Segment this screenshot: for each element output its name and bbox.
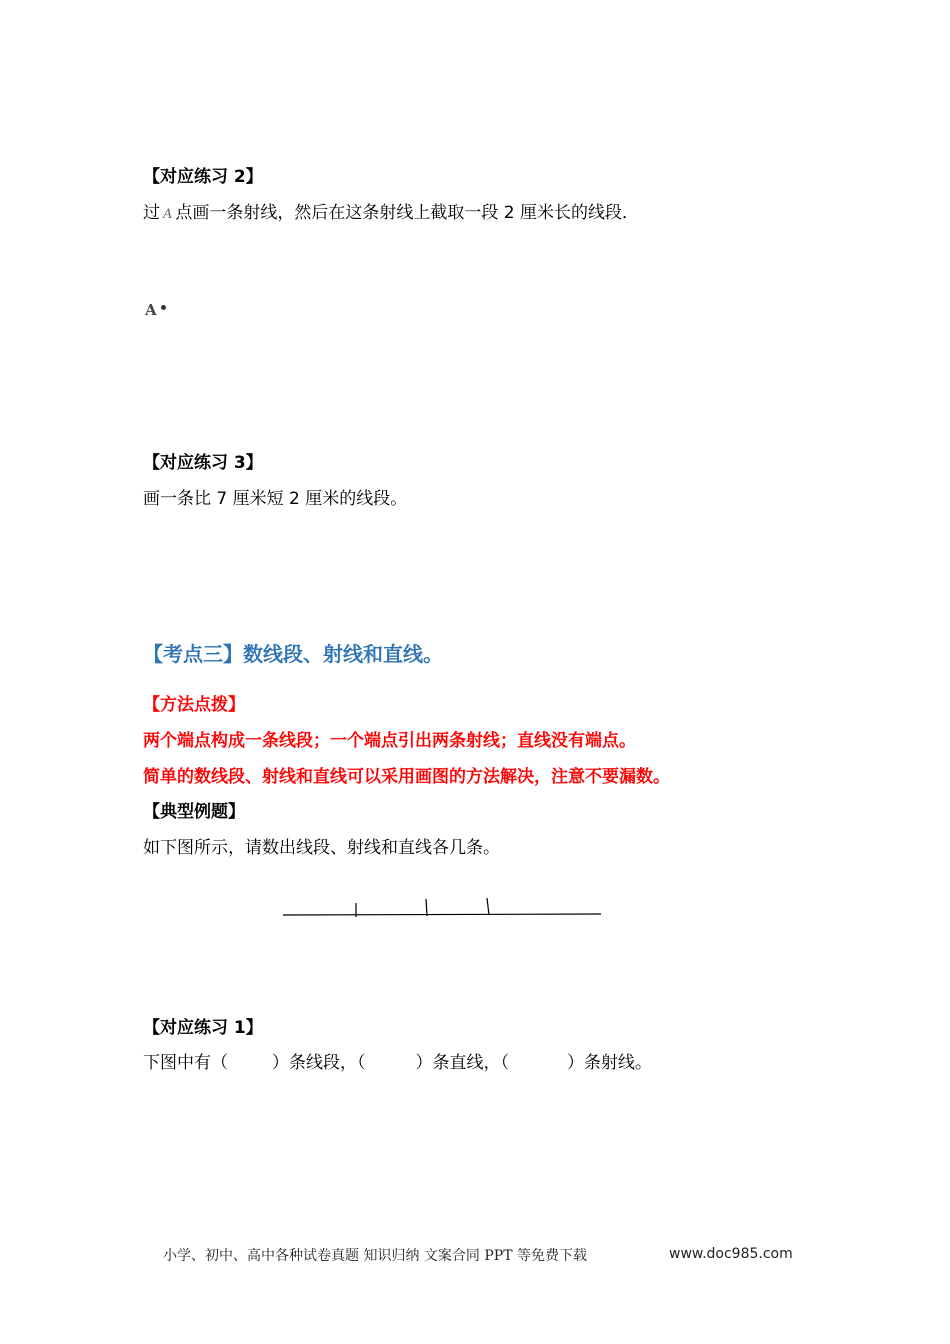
method-line-1: 两个端点构成一条线段；一个端点引出两条射线；直线没有端点。 xyxy=(143,731,636,751)
section3-title: 【考点三】数线段、射线和直线。 xyxy=(143,642,443,666)
example-heading: 【典型例题】 xyxy=(143,802,245,822)
example-text: 如下图所示，请数出线段、射线和直线各几条。 xyxy=(143,838,500,858)
method-line-2: 简单的数线段、射线和直线可以采用画图的方法解决，注意不要漏数。 xyxy=(143,767,670,787)
practice3-heading: 【对应练习 3】 xyxy=(143,453,263,473)
practice2-point-var: A xyxy=(163,207,173,222)
practice1-question xyxy=(143,1048,652,1073)
tick-mark-3 xyxy=(487,898,489,915)
method-heading: 【方法点拨】 xyxy=(143,695,245,715)
practice1-part-2: ）条线段，（ xyxy=(272,1053,366,1073)
practice2-heading: 【对应练习 2】 xyxy=(143,167,263,187)
main-line xyxy=(283,914,601,915)
practice3-text: 画一条比 7 厘米短 2 厘米的线段。 xyxy=(143,489,408,509)
line-figure xyxy=(280,890,605,925)
footer-url[interactable]: www.doc985.com xyxy=(669,1246,793,1262)
practice1-part-4: ）条射线。 xyxy=(567,1053,652,1073)
practice1-part-3: ）条直线，（ xyxy=(415,1053,509,1073)
footer-text: 小学、初中、高中各种试卷真题 知识归纳 文案合同 PPT 等免费下载 xyxy=(163,1248,587,1264)
practice2-text xyxy=(143,198,639,223)
practice1-part-1: 下图中有（ xyxy=(143,1053,228,1073)
practice2-text-suffix: 点画一条射线，然后在这条射线上截取一段 2 厘米长的线段． xyxy=(175,203,640,223)
tick-mark-2 xyxy=(426,899,427,916)
practice1-heading: 【对应练习 1】 xyxy=(143,1018,263,1038)
point-a-label: A xyxy=(145,301,157,319)
point-a-dot xyxy=(161,305,166,310)
practice2-text-prefix: 过 xyxy=(143,203,160,223)
